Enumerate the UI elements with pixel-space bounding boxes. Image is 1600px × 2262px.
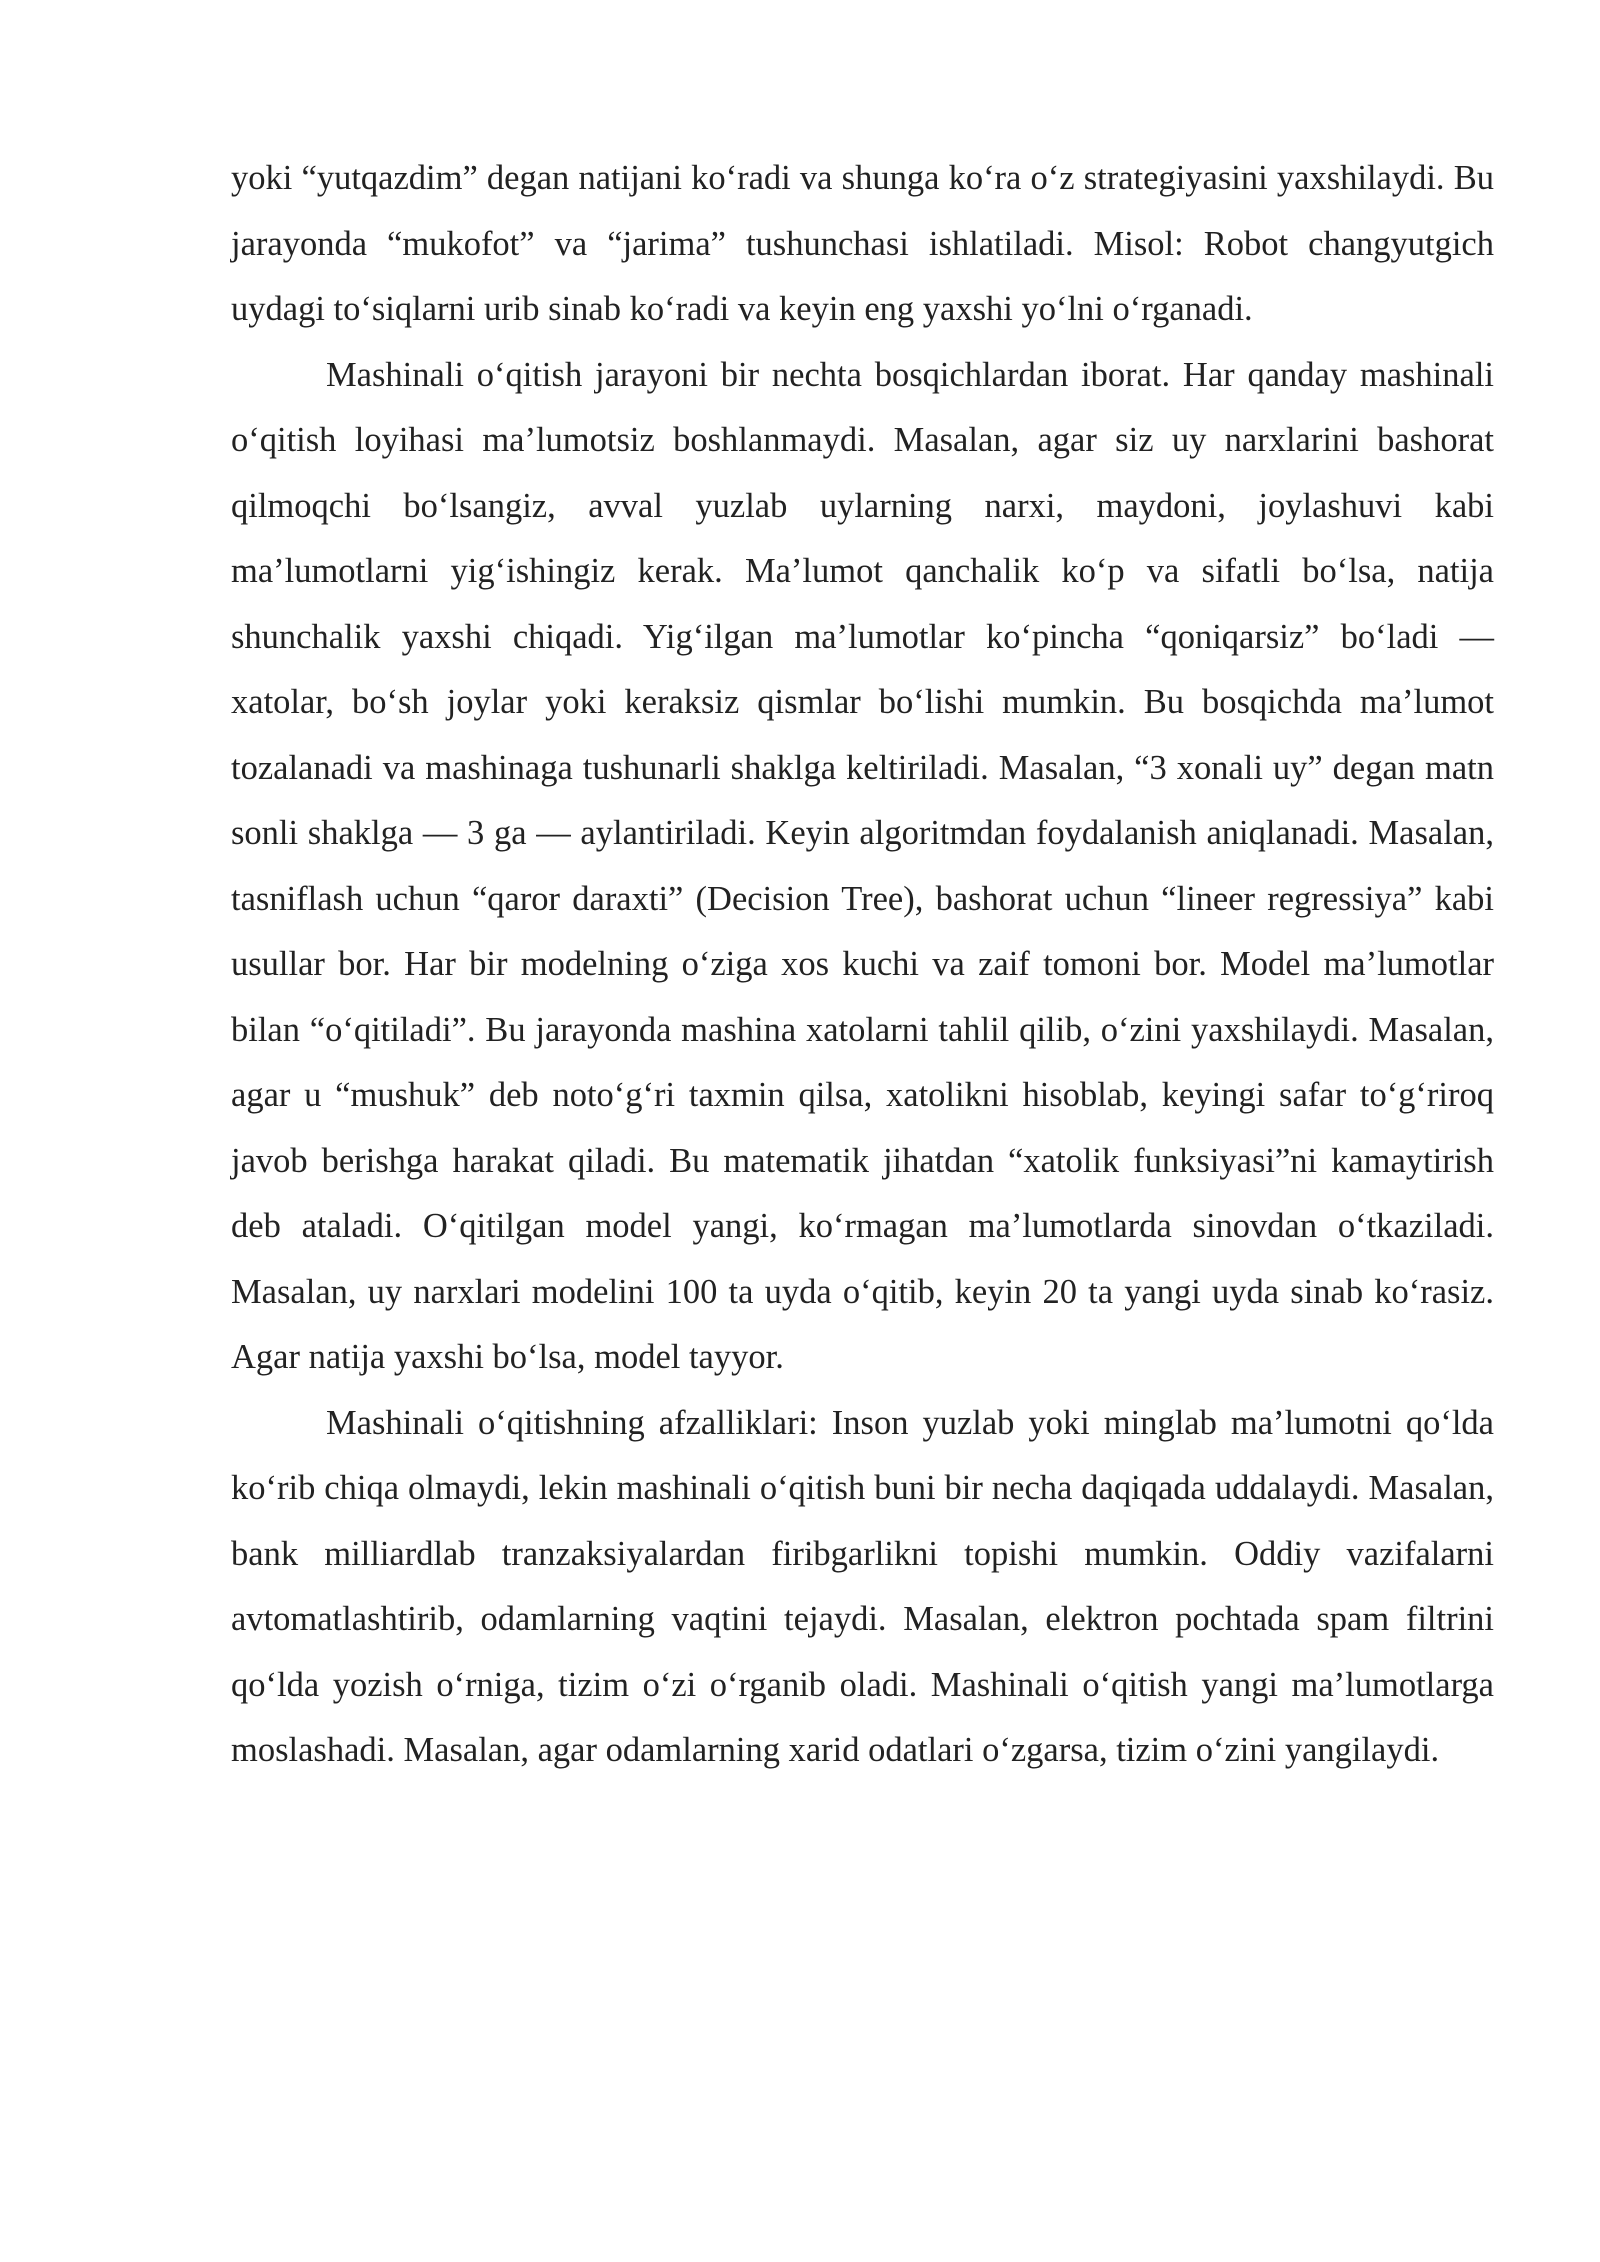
paragraph-continued: yoki “yutqazdim” degan natijani koʻradi va shunga koʻra oʻz strategiyasini yaxshilaydi. Bu jarayonda “mukofot” va “jarima” tushunchasi ishlatiladi. Misol: Robot changyutgich uydagi toʻsiqlarni urib sinab koʻradi va keyin eng yaxshi yoʻlni oʻrganadi. [231,159,1494,328]
paragraph-ml-process: Mashinali oʻqitish jarayoni bir nechta bosqichlardan iborat. Har qanday mashinali oʻqitish loyihasi ma’lumotsiz boshlanmaydi. Masalan, agar siz uy narxlarini bashorat qilmoqchi boʻlsangiz, avval yuzlab uylarning narxi, maydoni, joylashuvi kabi ma’lumotlarni yigʻishingiz kerak. Ma’lumot qanchalik koʻp va sifatli boʻlsa, natija shunchalik yaxshi chiqadi. Yigʻilgan ma’lumotlar koʻpincha “qoniqarsiz” boʻladi — xatolar, boʻsh joylar yoki keraksiz qismlar boʻlishi mumkin. Bu bosqichda ma’lumot tozalanadi va mashinaga tushunarli shaklga keltiriladi. Masalan, “3 xonali uy” degan matn sonli shaklga — 3 ga — aylantiriladi. Keyin algoritmdan foydalanish aniqlanadi. Masalan, tasniflash uchun “qaror daraxti” (Decision Tree), bashorat uchun “lineer regressiya” kabi usullar bor. Har bir modelning oʻziga xos kuchi va zaif tomoni bor. Model ma’lumotlar bilan “oʻqitiladi”. Bu jarayonda mashina xatolarni tahlil qilib, oʻzini yaxshilaydi. Masalan, agar u “mushuk” deb notoʻgʻri taxmin qilsa, xatolikni hisoblab, keyingi safar toʻgʻriroq javob berishga harakat qiladi. Bu matematik jihatdan “xatolik funksiyasi”ni kamaytirish deb ataladi. Oʻqitilgan model yangi, koʻrmagan ma’lumotlarda sinovdan oʻtkaziladi. Masalan, uy narxlari modelini 100 ta uyda oʻqitib, keyin 20 ta yangi uyda sinab koʻrasiz. Agar natija yaxshi boʻlsa, model tayyor. [231,355,1494,1376]
document-body [231,146,1494,1784]
paragraph-ml-advantages: Mashinali oʻqitishning afzalliklari: Inson yuzlab yoki minglab ma’lumotni qoʻlda koʻrib chiqa olmaydi, lekin mashinali oʻqitish buni bir necha daqiqada uddalaydi. Masalan, bank milliardlab tranzaksiyalardan firibgarlikni topishi mumkin. Oddiy vazifalarni avtomatlashtirib, odamlarning vaqtini tejaydi. Masalan, elektron pochtada spam filtrini qoʻlda yozish oʻrniga, tizim oʻzi oʻrganib oladi. Mashinali oʻqitish yangi ma’lumotlarga moslashadi. Masalan, agar odamlarning xarid odatlari oʻzgarsa, tizim oʻzini yangilaydi. [231,1403,1494,1769]
